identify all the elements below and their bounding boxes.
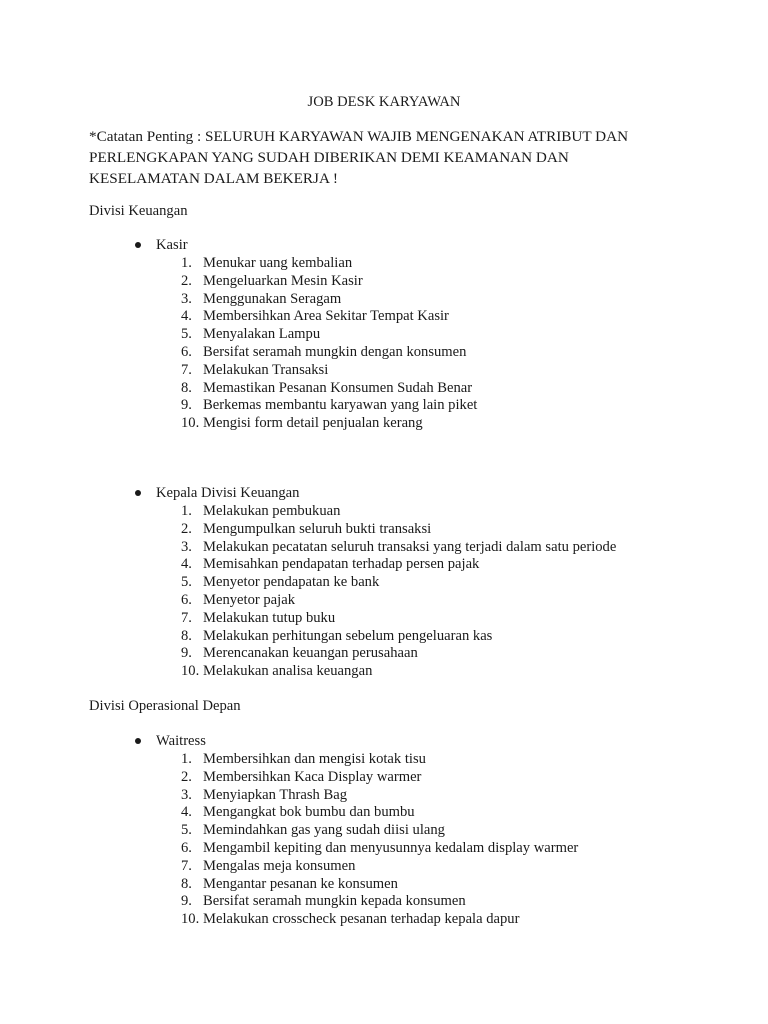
list-item: 8. Melakukan perhitungan sebelum pengeluaran kas — [181, 627, 493, 644]
note-line: PERLENGKAPAN YANG SUDAH DIBERIKAN DEMI KEAMANAN DAN — [89, 149, 569, 166]
list-item: 2. Mengeluarkan Mesin Kasir — [181, 272, 363, 289]
list-item: 5. Menyetor pendapatan ke bank — [181, 574, 380, 591]
list-item: 10. Melakukan analisa keuangan — [181, 663, 373, 680]
division-heading-keuangan: Divisi Keuangan — [89, 203, 188, 219]
list-item: 6. Bersifat seramah mungkin dengan konsumen — [181, 343, 467, 360]
bullet-icon — [135, 738, 141, 744]
important-note — [89, 126, 689, 189]
role-waitress — [135, 732, 206, 750]
list-item: 3. Melakukan pecatatan seluruh transaksi yang terjadi dalam satu periode — [181, 538, 617, 555]
bullet-icon — [135, 242, 141, 248]
bullet-icon — [135, 490, 141, 496]
list-item: 9. Bersifat seramah mungkin kepada konsumen — [181, 893, 466, 910]
list-item: 8. Memastikan Pesanan Konsumen Sudah Benar — [181, 379, 473, 396]
list-item: 10. Mengisi form detail penjualan kerang — [181, 415, 423, 432]
list-item: 4. Memisahkan pendapatan terhadap persen pajak — [181, 556, 480, 573]
list-item: 3. Menyiapkan Thrash Bag — [181, 786, 348, 803]
note-line: *Catatan Penting : SELURUH KARYAWAN WAJIB MENGENAKAN ATRIBUT DAN — [89, 128, 629, 145]
list-item: 1. Membersihkan dan mengisi kotak tisu — [181, 751, 426, 767]
list-item: 7. Melakukan tutup buku — [181, 609, 336, 626]
list-item: 9. Berkemas membantu karyawan yang lain piket — [181, 397, 478, 414]
list-item: 8. Mengantar pesanan ke konsumen — [181, 875, 398, 892]
list-item: 9. Merencanakan keuangan perusahaan — [181, 645, 418, 662]
list-item: 3. Menggunakan Seragam — [181, 290, 342, 307]
division-heading-operasional-depan: Divisi Operasional Depan — [89, 698, 241, 714]
role-label: Kepala Divisi Keuangan — [156, 485, 300, 501]
list-item: 2. Membersihkan Kaca Display warmer — [181, 768, 422, 785]
document-title: JOB DESK KARYAWAN — [307, 94, 461, 110]
role-label: Waitress — [156, 733, 206, 749]
list-item: 6. Mengambil kepiting dan menyusunnya kedalam display warmer — [181, 839, 579, 856]
list-item: 6. Menyetor pajak — [181, 591, 295, 608]
role-label: Kasir — [156, 237, 188, 253]
list-item: 7. Mengalas meja konsumen — [181, 857, 356, 874]
list-item: 10. Melakukan crosscheck pesanan terhadap kepala dapur — [181, 911, 520, 928]
list-item: 5. Menyalakan Lampu — [181, 326, 321, 343]
list-item: 4. Mengangkat bok bumbu dan bumbu — [181, 804, 415, 821]
list-item: 7. Melakukan Transaksi — [181, 361, 329, 378]
task-list-kasir — [181, 255, 478, 433]
list-item: 2. Mengumpulkan seluruh bukti transaksi — [181, 520, 432, 537]
note-line: KESELAMATAN DALAM BEKERJA ! — [89, 170, 338, 187]
list-item: 1. Melakukan pembukuan — [181, 503, 341, 519]
task-list-kepala-divisi-keuangan — [181, 503, 617, 681]
list-item: 4. Membersihkan Area Sekitar Tempat Kasir — [181, 308, 449, 325]
role-kasir — [135, 236, 188, 254]
list-item: 5. Memindahkan gas yang sudah diisi ulang — [181, 822, 445, 839]
task-list-waitress — [181, 751, 579, 929]
list-item: 1. Menukar uang kembalian — [181, 255, 353, 271]
role-kepala-divisi-keuangan — [135, 484, 299, 502]
